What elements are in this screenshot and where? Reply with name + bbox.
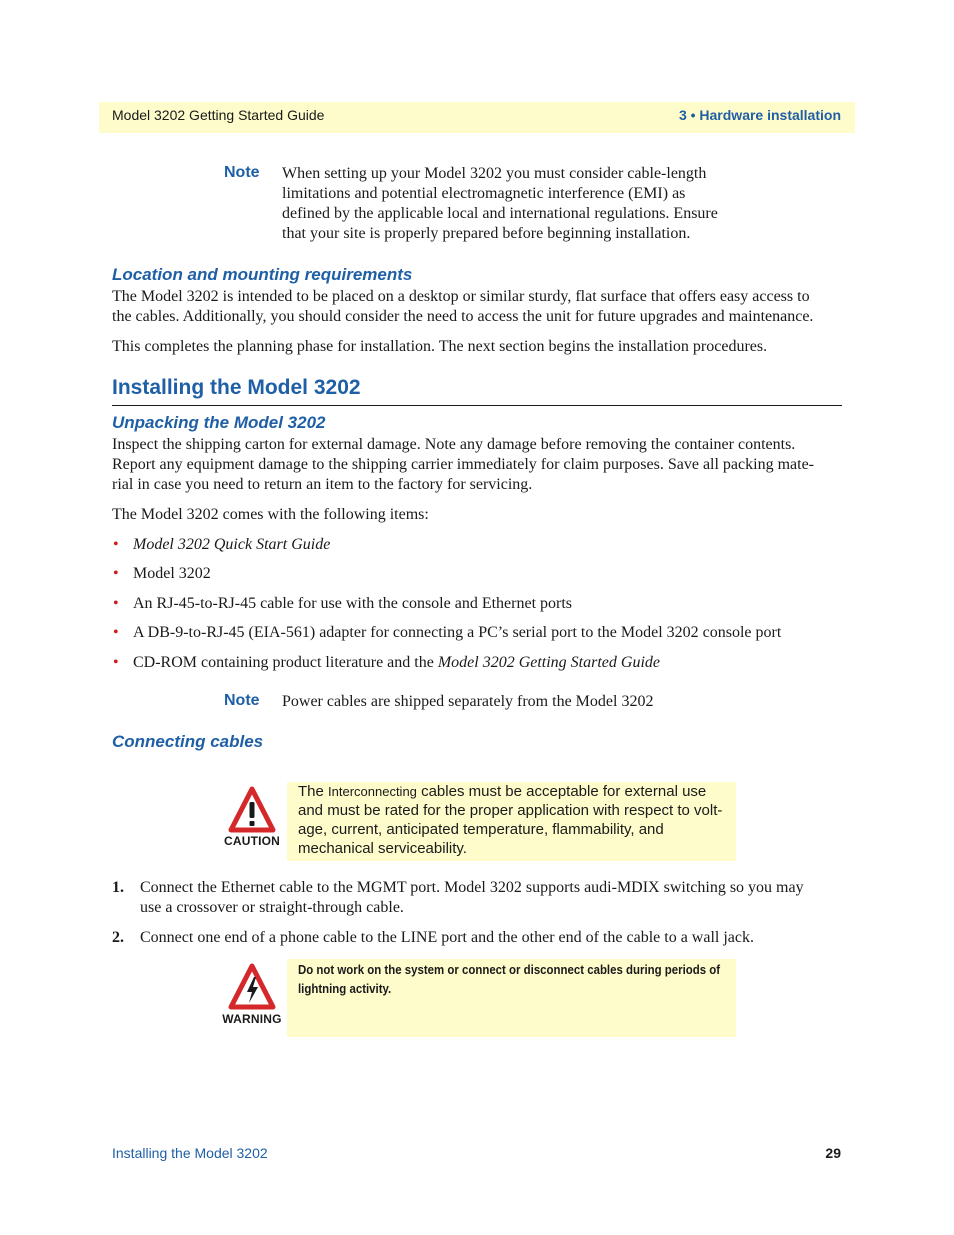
caution-fragment: cables must be acceptable for external use bbox=[416, 783, 707, 800]
note-text: Power cables are shipped separately from the Model 3202 bbox=[282, 693, 654, 710]
lightning-warning-icon bbox=[228, 963, 276, 1011]
paragraph-line: rial in case you need to return an item to the factory for servicing. bbox=[112, 476, 533, 493]
caution-fragment: The bbox=[298, 783, 329, 800]
bullet-marker: • bbox=[113, 595, 119, 612]
bullet-marker: • bbox=[113, 565, 119, 582]
step-text: Connect one end of a phone cable to the LINE port and the other end of the cable to a wall jack. bbox=[140, 929, 754, 946]
note-line: When setting up your Model 3202 you must consider cable-length bbox=[282, 165, 707, 182]
caution-line: and must be rated for the proper application with respect to volt- bbox=[298, 802, 723, 819]
section-heading-unpacking: Unpacking the Model 3202 bbox=[112, 413, 326, 432]
items-intro: The Model 3202 comes with the following items: bbox=[112, 506, 429, 523]
note-line: defined by the applicable local and international regulations. Ensure bbox=[282, 205, 718, 222]
note-label: Note bbox=[224, 164, 260, 181]
page-number: 29 bbox=[825, 1145, 841, 1161]
paragraph-line: the cables. Additionally, you should consider the need to access the unit for future upgrades and maintenance. bbox=[112, 308, 814, 325]
step-text bbox=[140, 878, 842, 918]
caution-icon bbox=[228, 786, 276, 834]
list-item: Model 3202 Quick Start Guide bbox=[133, 536, 331, 553]
caution-text bbox=[298, 782, 734, 858]
step-line: use a crossover or straight-through cable. bbox=[140, 899, 404, 916]
step-number: 2. bbox=[112, 929, 124, 946]
paragraph-line: Inspect the shipping carton for external damage. Note any damage before removing the container contents. bbox=[112, 436, 796, 453]
warning-label: WARNING bbox=[222, 1012, 282, 1026]
paragraph-line: The Model 3202 is intended to be placed on a desktop or similar sturdy, flat surface that offers easy access to bbox=[112, 288, 810, 305]
caution-line bbox=[298, 782, 734, 801]
section-heading-location: Location and mounting requirements bbox=[112, 265, 413, 284]
header-guide-title: Model 3202 Getting Started Guide bbox=[112, 107, 325, 123]
list-item-text: CD-ROM containing product literature and the bbox=[133, 654, 438, 671]
list-item: A DB-9-to-RJ-45 (EIA-561) adapter for connecting a PC’s serial port to the Model 3202 console port bbox=[133, 624, 782, 641]
list-item: Model 3202 bbox=[133, 565, 211, 582]
step-number: 1. bbox=[112, 879, 124, 896]
note-line: that your site is properly prepared before beginning installation. bbox=[282, 225, 691, 242]
caution-line: mechanical serviceability. bbox=[298, 840, 467, 857]
note-line: limitations and potential electromagnetic interference (EMI) as bbox=[282, 185, 686, 202]
chapter-section-heading: Installing the Model 3202 bbox=[112, 376, 361, 399]
unpacking-paragraph bbox=[112, 435, 814, 495]
bullet-marker: • bbox=[113, 654, 119, 671]
note-text bbox=[282, 164, 718, 244]
heading-rule bbox=[112, 405, 842, 406]
location-paragraph bbox=[112, 287, 813, 327]
warning-text bbox=[298, 960, 738, 998]
caution-label: CAUTION bbox=[223, 834, 281, 848]
list-item bbox=[133, 653, 660, 673]
list-item: An RJ-45-to-RJ-45 cable for use with the console and Ethernet ports bbox=[133, 595, 573, 612]
step-line: Connect the Ethernet cable to the MGMT port. Model 3202 supports audi-MDIX switching so you may bbox=[140, 879, 804, 896]
paragraph-line: Report any equipment damage to the shipping carrier immediately for claim purposes. Save all packing mate- bbox=[112, 456, 814, 473]
bullet-marker: • bbox=[113, 624, 119, 641]
section-heading-connecting: Connecting cables bbox=[112, 732, 264, 751]
warning-line: Do not work on the system or connect or disconnect cables during periods of bbox=[298, 962, 721, 977]
bullet-marker: • bbox=[113, 536, 119, 553]
caution-fragment: Interconnecting bbox=[328, 784, 417, 799]
planning-complete-paragraph: This completes the planning phase for installation. The next section begins the installation procedures. bbox=[112, 338, 768, 355]
warning-line: lightning activity. bbox=[298, 981, 392, 996]
guide-title-reference: Model 3202 Getting Started Guide bbox=[437, 654, 660, 671]
header-chapter: 3 • Hardware installation bbox=[678, 107, 841, 123]
footer-section-title: Installing the Model 3202 bbox=[112, 1145, 268, 1161]
note-label: Note bbox=[224, 692, 260, 709]
caution-line: age, current, anticipated temperature, flammability, and bbox=[298, 821, 664, 838]
